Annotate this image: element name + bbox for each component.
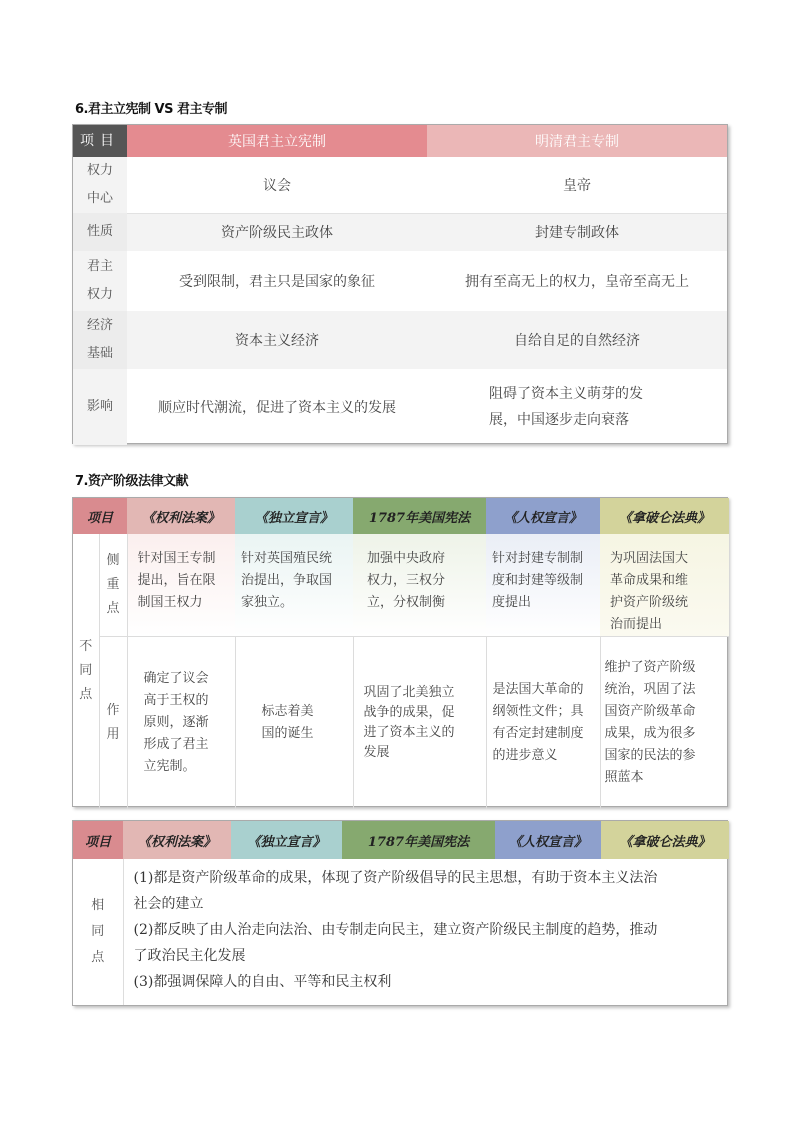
similarity-1b: 社会的建立	[133, 896, 204, 912]
section-7-heading: 7.资产阶级法律文献	[75, 474, 188, 489]
header-us-constitution-1787: 1787年美国宪法	[353, 498, 486, 534]
cell-b-monarch-power: 拥有至高无上的权力，皇帝至高无上	[465, 274, 689, 290]
header-declaration-of-independence: 《独立宣言》	[231, 821, 342, 859]
focus-napoleonic-code: 为巩固法国大 革命成果和维 护资产阶级统 治而提出	[600, 534, 729, 637]
cell-a-impact: 顺应时代潮流，促进了资本主义的发展	[158, 400, 396, 416]
cell-a-economic-base: 资本主义经济	[127, 311, 427, 369]
focus-declaration-of-independence: 针对英国殖民统 治提出，争取国 家独立。	[235, 534, 353, 637]
row-label-nature: 性质	[73, 213, 127, 251]
cell-a-monarch-power: 受到限制，君主只是国家的象征	[179, 274, 375, 290]
effect-napoleonic-code: 维护了资产阶级 统治，巩固了法 国资产阶级革命 成果，成为很多 国家的民法的参 照蓝本	[604, 659, 696, 785]
cell-b-economic-base: 自给自足的自然经济	[427, 311, 727, 369]
cell-b-nature: 封建专制政体	[427, 213, 727, 251]
section-6-heading: 6.君主立宪制 VS 君主专制	[75, 102, 227, 117]
effect-bill-of-rights: 确定了议会 高于王权的 原则，逐渐 形成了君主 立宪制。	[127, 637, 235, 809]
monarchy-comparison-table	[72, 124, 728, 444]
legal-documents-differences-table	[72, 497, 728, 807]
similarities-text	[123, 859, 729, 1005]
legal-documents-similarities-table	[72, 820, 728, 1006]
effect-declaration-of-rights-of-man: 是法国大革命的 纲领性文件；具 有否定封建制度 的进步意义	[486, 637, 600, 809]
header-item: 项目	[73, 821, 123, 859]
similarities-label: 相 同 点	[91, 898, 105, 965]
effect-declaration-of-independence: 标志着美 国的诞生	[235, 637, 353, 809]
focus-us-constitution-1787: 加强中央政府 权力，三权分 立，分权制衡	[353, 534, 486, 637]
focus-label: 侧 重 点	[99, 534, 127, 637]
row-label-power-center: 权力 中心	[73, 157, 127, 213]
header-item: 项目	[73, 498, 127, 534]
focus-bill-of-rights: 针对国王专制 提出，旨在限 制国王权力	[127, 534, 235, 637]
similarity-1a: (1)都是资产阶级革命的成果，体现了资产阶级倡导的民主思想，有助于资本主义法治	[133, 870, 658, 886]
header-us-constitution-1787: 1787年美国宪法	[342, 821, 495, 859]
header-declaration-of-rights-of-man: 《人权宣言》	[486, 498, 600, 534]
header-british-constitutional-monarchy: 英国君主立宪制	[127, 125, 427, 157]
effect-label: 作 用	[99, 637, 127, 809]
differences-label: 不 同 点	[73, 534, 99, 809]
header-declaration-of-independence: 《独立宣言》	[235, 498, 353, 534]
header-napoleonic-code: 《拿破仑法典》	[600, 498, 729, 534]
header-declaration-of-rights-of-man: 《人权宣言》	[495, 821, 601, 859]
cell-b-impact: 阻碍了资本主义萌芽的发 展，中国逐步走向衰落	[489, 386, 643, 428]
header-item: 项目	[73, 125, 127, 157]
focus-declaration-of-rights-of-man: 针对封建专制制 度和封建等级制 度提出	[486, 534, 600, 637]
similarity-3: (3)都强调保障人的自由、平等和民主权利	[133, 974, 392, 990]
cell-a-nature: 资产阶级民主政体	[127, 213, 427, 251]
effect-us-constitution-1787: 巩固了北美独立 战争的成果，促 进了资本主义的 发展	[353, 637, 486, 809]
header-ming-qing-autocracy: 明清君主专制	[427, 125, 727, 157]
header-bill-of-rights: 《权利法案》	[123, 821, 231, 859]
cell-b-power-center: 皇帝	[427, 157, 727, 213]
row-label-economic-base: 经济 基础	[73, 311, 127, 369]
header-bill-of-rights: 《权利法案》	[127, 498, 235, 534]
similarity-2a: (2)都反映了由人治走向法治、由专制走向民主，建立资产阶级民主制度的趋势，推动	[133, 922, 658, 938]
cell-a-power-center: 议会	[127, 157, 427, 213]
similarity-2b: 了政治民主化发展	[133, 948, 246, 964]
header-napoleonic-code: 《拿破仑法典》	[601, 821, 729, 859]
row-label-monarch-power: 君主 权力	[73, 251, 127, 311]
row-label-impact: 影响	[73, 369, 127, 445]
